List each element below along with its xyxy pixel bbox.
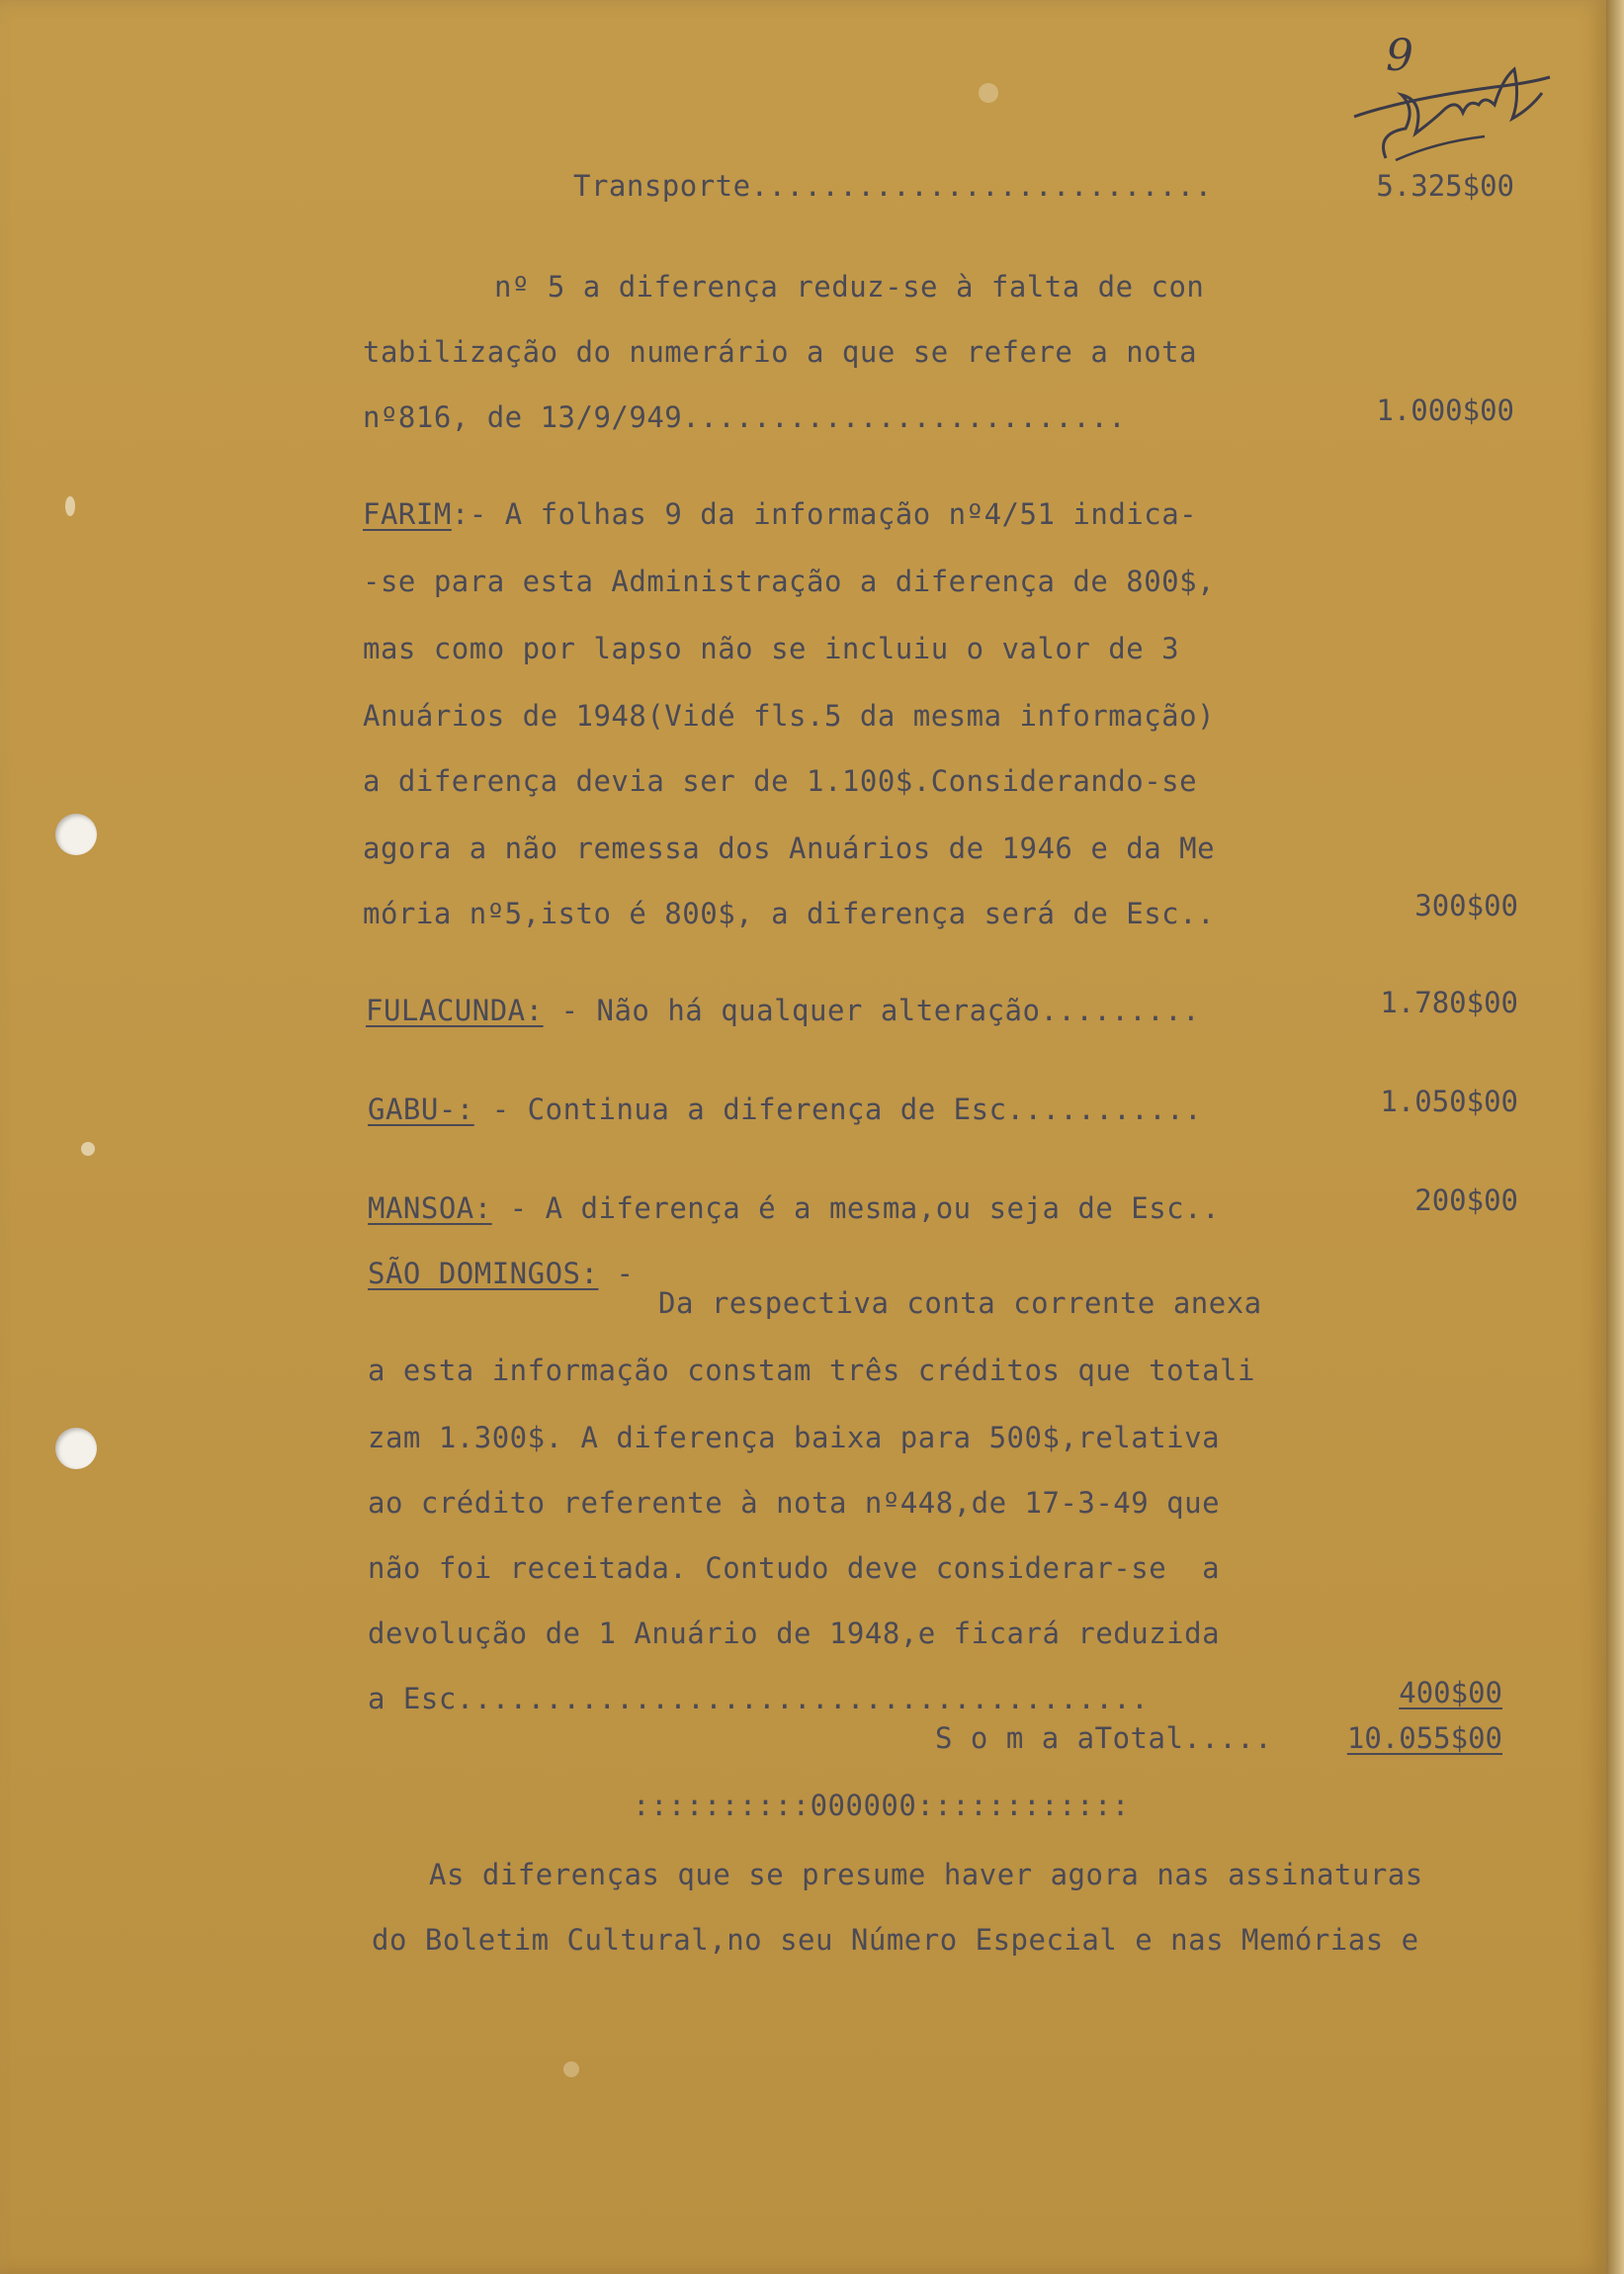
sao-domingos-amount: 400$00 <box>1399 1676 1502 1709</box>
sao-domingos-line3: zam 1.300$. A diferença baixa para 500$,relativa <box>368 1421 1221 1454</box>
mansoa-line <box>368 1190 1220 1226</box>
total-label: S o m a aTotal..... <box>935 1721 1273 1755</box>
gabu-line <box>368 1092 1202 1127</box>
transport-amount: 5.325$00 <box>1376 169 1514 203</box>
sao-domingos-line4: ao crédito referente à nota nº448,de 17-3-49 que <box>368 1486 1221 1520</box>
farim-line2: -se para esta Administração a diferença de 800$, <box>363 565 1216 598</box>
punch-hole-bottom <box>55 1428 97 1469</box>
farim-line1-text: :- A folhas 9 da informação nº4/51 indica- <box>451 497 1198 531</box>
mansoa-text: - A diferença é a mesma,ou seja de Esc.. <box>491 1191 1221 1225</box>
paper-speck <box>563 2061 579 2077</box>
sao-domingos-line1: Da respectiva conta corrente anexa <box>658 1286 1262 1320</box>
sao-domingos-line2: a esta informação constam três créditos que totali <box>368 1354 1255 1387</box>
fulacunda-line <box>366 993 1200 1028</box>
item1-line1: nº 5 a diferença reduz-se à falta de con <box>494 270 1205 304</box>
paper-speck <box>81 1142 95 1156</box>
closing-line2: do Boletim Cultural,no seu Número Especial e nas Memórias e <box>372 1923 1419 1957</box>
item1-line3: nº816, de 13/9/949......................... <box>363 400 1127 434</box>
farim-line3: mas como por lapso não se incluiu o valor de 3 <box>363 632 1180 665</box>
farim-heading: FARIM <box>363 497 452 531</box>
handwritten-signature <box>1346 40 1564 163</box>
punch-hole-top <box>55 814 97 855</box>
separator-line: ::::::::::000000:::::::::::: <box>633 1789 1130 1822</box>
total-amount: 10.055$00 <box>1346 1721 1502 1755</box>
paper-speck <box>979 83 998 103</box>
page-number: 9 <box>1386 31 1413 81</box>
gabu-amount: 1.050$00 <box>1380 1085 1518 1118</box>
sao-domingos-heading-line <box>368 1256 634 1291</box>
closing-line1: As diferenças que se presume haver agora nas assinaturas <box>429 1858 1423 1891</box>
fulacunda-text: - Não há qualquer alteração......... <box>543 994 1201 1027</box>
sao-domingos-dash: - <box>598 1257 635 1290</box>
sao-domingos-line7: a Esc....................................... <box>368 1682 1150 1715</box>
farim-line5: a diferença devia ser de 1.100$.Considerando-se <box>363 764 1198 798</box>
sao-domingos-line6: devolução de 1 Anuário de 1948,e ficará reduzida <box>368 1617 1221 1650</box>
gabu-heading: GABU-: <box>368 1093 474 1126</box>
paper-speck <box>65 496 75 516</box>
mansoa-amount: 200$00 <box>1414 1183 1518 1217</box>
transport-label: Transporte.......................... <box>573 169 1213 203</box>
item1-line2: tabilização do numerário a que se refere a nota <box>363 335 1198 369</box>
fulacunda-heading: FULACUNDA: <box>366 994 544 1027</box>
fulacunda-amount: 1.780$00 <box>1380 986 1518 1019</box>
item1-amount: 1.000$00 <box>1376 394 1514 427</box>
gabu-text: - Continua a diferença de Esc........... <box>473 1093 1203 1126</box>
farim-line4: Anuários de 1948(Vidé fls.5 da mesma informação) <box>363 699 1216 733</box>
sao-domingos-line5: não foi receitada. Contudo deve considerar-se a <box>368 1551 1221 1585</box>
farim-line6: agora a não remessa dos Anuários de 1946 e da Me <box>363 831 1216 865</box>
mansoa-heading: MANSOA: <box>368 1191 492 1225</box>
sao-domingos-heading: SÃO DOMINGOS: <box>368 1257 599 1290</box>
farim-amount: 300$00 <box>1414 889 1518 922</box>
page-edge <box>1606 0 1624 2274</box>
farim-line1 <box>363 496 1197 532</box>
farim-line7: mória nº5,isto é 800$, a diferença será de Esc.. <box>363 897 1216 930</box>
